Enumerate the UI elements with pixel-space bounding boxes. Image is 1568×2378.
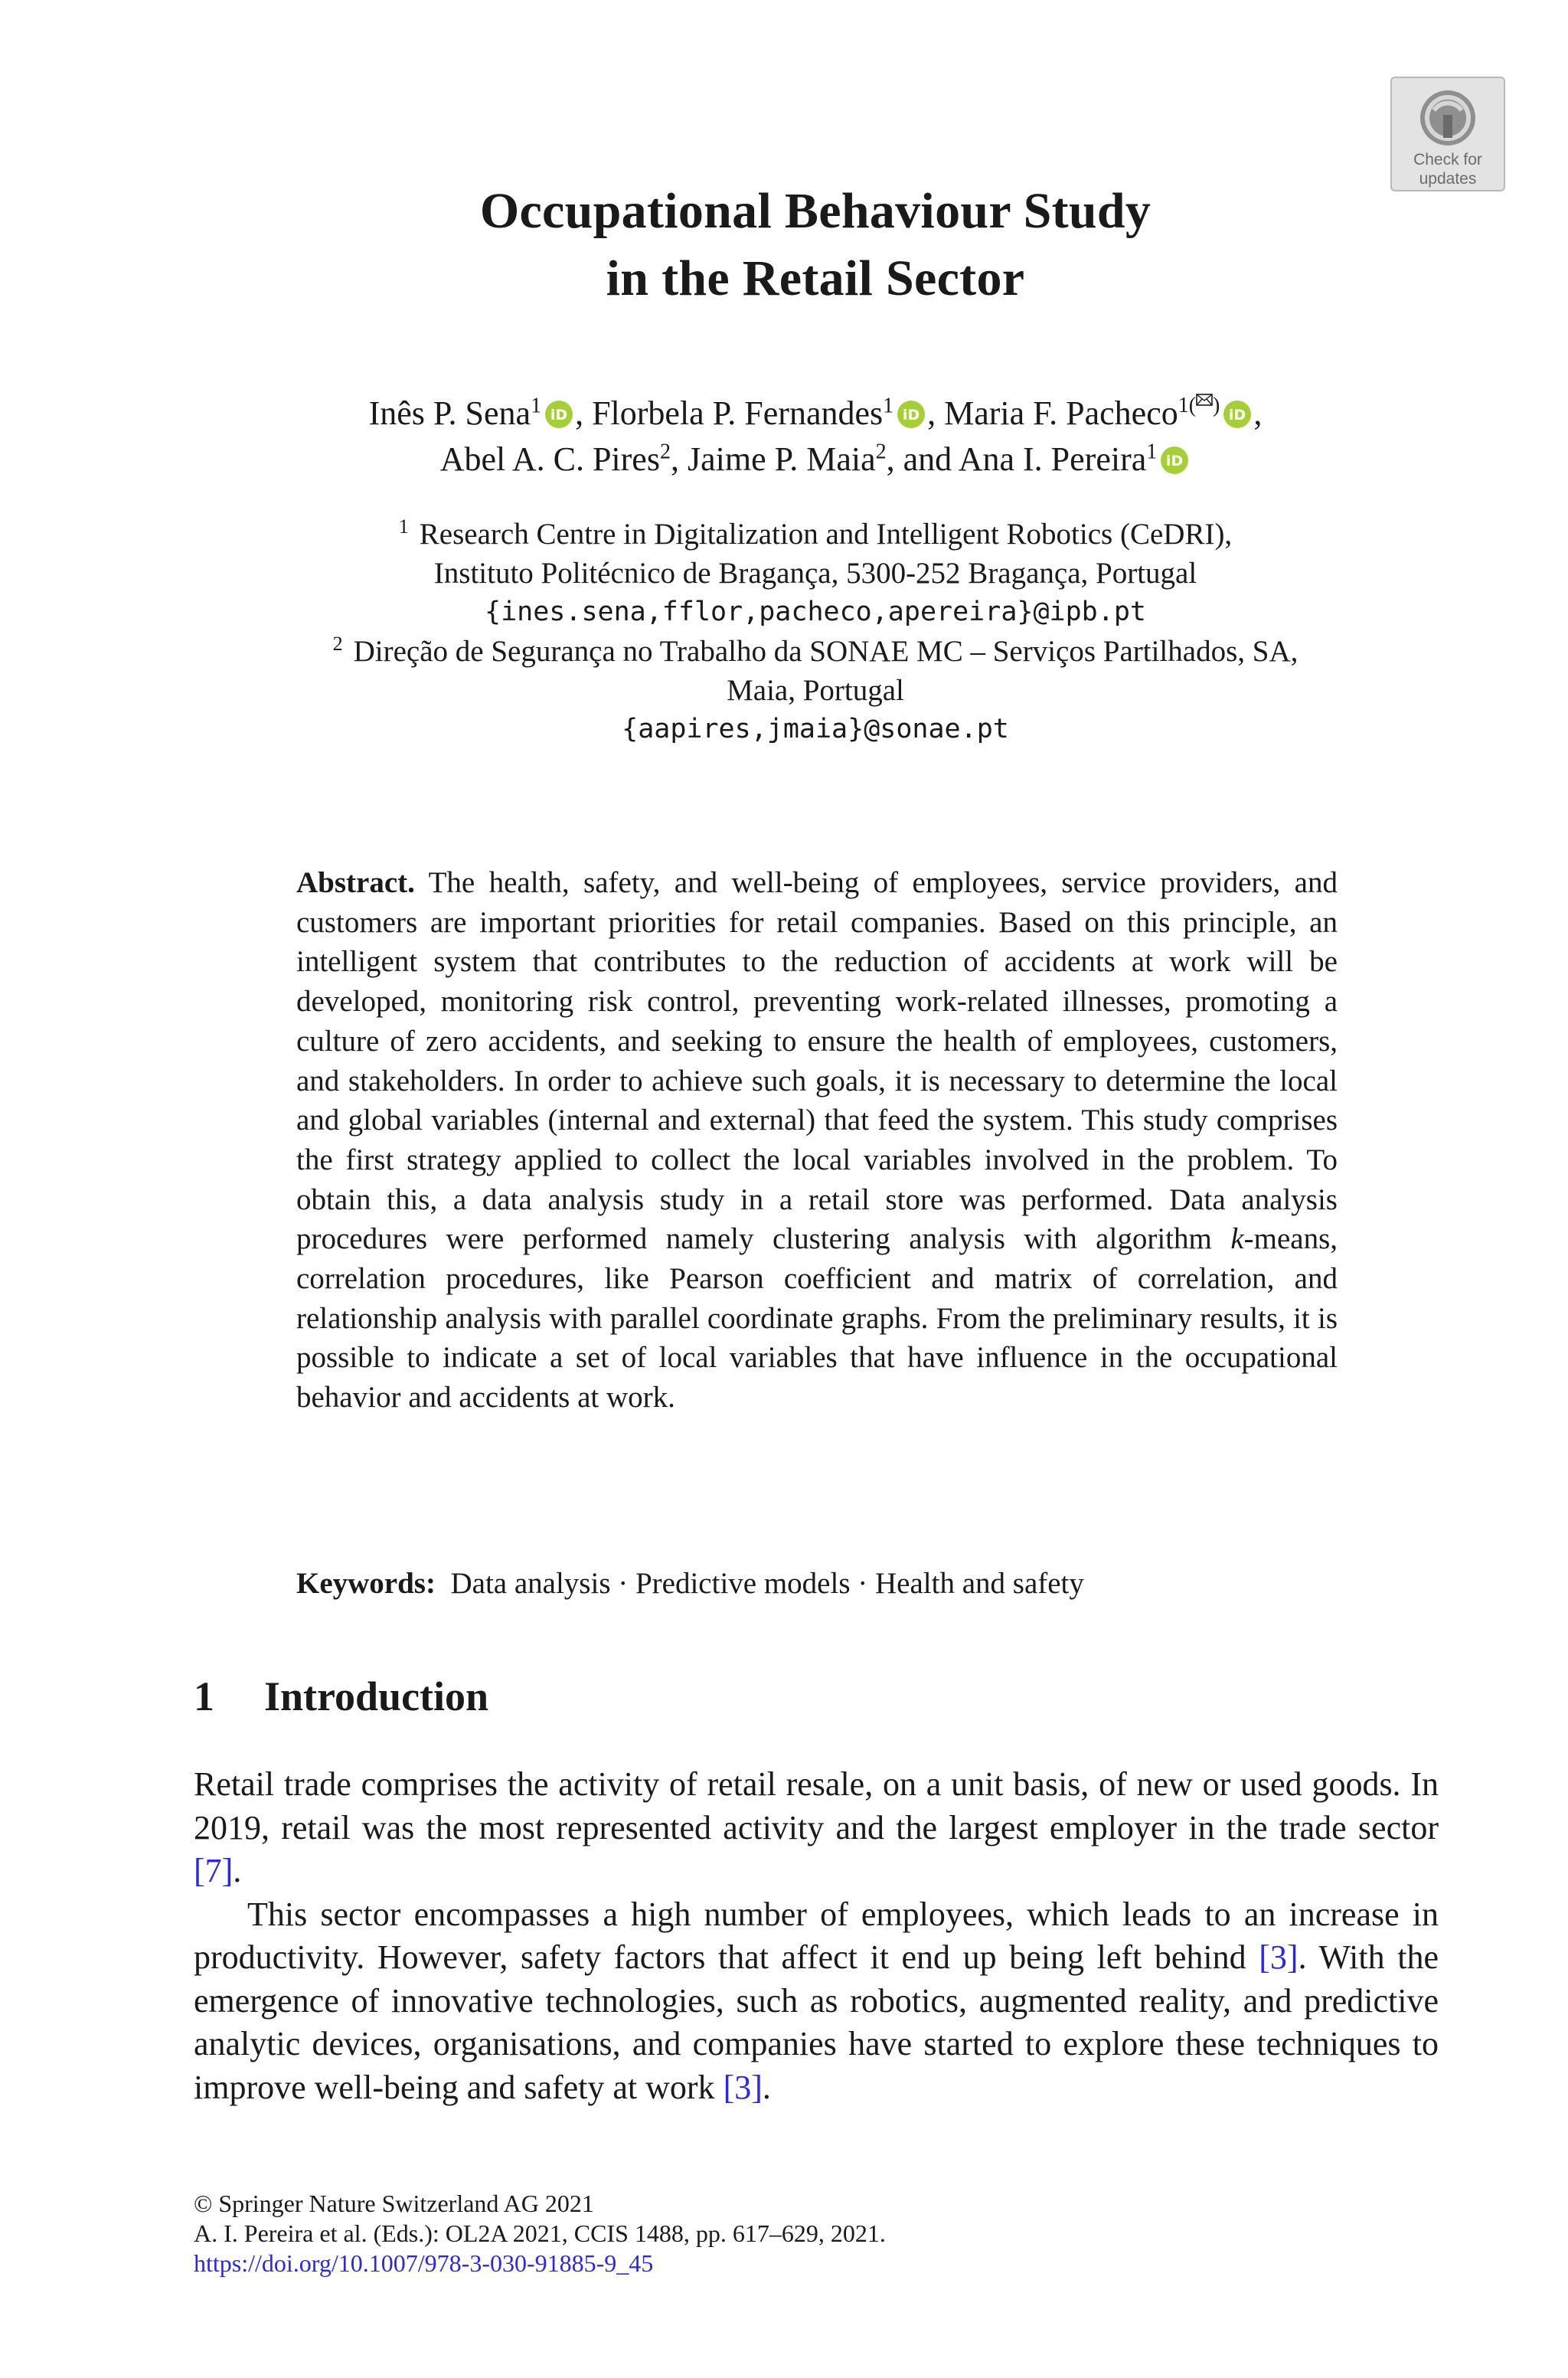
doi-link[interactable]: https://doi.org/10.1007/978-3-030-91885-9_45 [194,2249,654,2277]
affiliation-1-email: {ines.sena,fflor,pacheco,apereira}@ipb.pt [485,597,1146,627]
envelope-icon[interactable] [1196,394,1213,406]
author-list [0,391,1568,482]
abstract-text-cont: -means, correlation procedures, like Pearson coefficient and matrix of correlation, and relationship analysis with parallel coordinate graphs. From the preliminary results, it is possible to indicate a set of local variables that have influence in the occupational behavior and accidents at work. [296,1222,1338,1415]
citation-link[interactable]: [7] [194,1852,234,1889]
section-heading [194,1670,488,1723]
check-for-updates-badge[interactable] [1390,77,1505,191]
author-sep: , [670,440,688,478]
affiliation-1-line2: Instituto Politécnico de Bragança, 5300-252 Bragança, Portugal [433,557,1197,590]
check-updates-icon [1417,87,1478,149]
section-title: Introduction [264,1673,489,1719]
orcid-icon[interactable] [544,400,573,429]
intro-paragraph-2: This sector encompasses a high number of employees, which leads to an increase in productivity. However, safety factors that affect it end up being left behind [3]. With the emergence of innovative technologies, such as robotics, augmented reality, and predictive analytic devices, organisations, and companies have started to explore these techniques to improve well-being and safety at work [3]. [194,1895,1439,2106]
affiliation-1-line1: $^1$ Research Centre in Digitalization and Intelligent Robotics (CeDRI), [398,515,1233,551]
citation-link[interactable]: [3] [1259,1938,1298,1976]
svg-text:iD: iD [1166,453,1184,469]
author-sep: , and [886,440,959,478]
citation-link[interactable]: [3] [723,2068,763,2106]
keywords-text: Data analysis · Predictive models · Health and safety [450,1567,1084,1600]
affiliation-2-line2: Maia, Portugal [727,674,904,707]
author-affiliation: 1 [883,394,894,418]
svg-text:iD: iD [1229,407,1246,424]
footer-copyright: © Springer Nature Switzerland AG 2021 [194,2190,594,2217]
intro-body [194,1763,1439,2109]
author-line2 [0,437,1568,482]
abstract-text: The health, safety, and well-being of employees, service providers, and customers are important priorities for retail companies. Based on this principle, an intelligent system that contributes to the reduction of accidents at work will be developed, monitoring risk control, preventing work-related illnesses, promoting a culture of zero accidents, and seeking to ensure the health of employees, customers, and stakeholders. In order to achieve such goals, it is necessary to determine the local and global variables (internal and external) that feed the system. This study comprises the first strategy applied to collect the local variables involved in the problem. To obtain this, a data analysis study in a retail store was performed. Data analysis procedures were performed namely clustering analysis with algorithm [296,866,1338,1256]
keywords [296,1564,1383,1604]
title-line2: in the Retail Sector [606,250,1025,306]
footer [194,2189,886,2278]
author-name: Jaime P. Maia [687,440,876,478]
author-name: Inês P. Sena [368,394,531,432]
author-affiliation-corresponding: 1( ) [1178,394,1220,418]
keywords-label: Keywords: [296,1567,436,1600]
section-number: 1 [194,1673,214,1719]
author-affiliation: 1 [1146,440,1158,464]
affiliations [0,515,1568,749]
affiliation-2-email: {aapires,jmaia}@sonae.pt [622,714,1009,744]
badge-line2: updates [1419,170,1477,188]
svg-text:iD: iD [902,407,920,424]
paper-title [0,178,1568,312]
affiliation-number: 2 [332,633,343,655]
author-sep: , [927,394,945,432]
orcid-icon[interactable] [1223,400,1252,429]
orcid-icon[interactable] [897,400,926,429]
affiliation-2-line1: $^2$ Direção de Segurança no Trabalho da SONAE MC – Serviços Partilhados, SA, [332,633,1298,668]
author-name: Florbela P. Fernandes [592,394,884,432]
author-sep: , [1253,394,1263,432]
author-name: Abel A. C. Pires [439,440,660,478]
author-name: Ana I. Pereira [958,440,1147,478]
author-sep: , [575,394,593,432]
author-affiliation: 2 [875,440,887,464]
author-affiliation: 1 [531,394,542,418]
affiliation-number: 1 [398,515,409,538]
abstract-label: Abstract. [296,866,415,899]
author-affiliation: 2 [659,440,671,464]
badge-line1: Check for [1413,151,1482,168]
author-line1 [0,391,1568,437]
author-name: Maria F. Pacheco [944,394,1178,432]
intro-paragraph-1: Retail trade comprises the activity of retail resale, on a unit basis, of new or used goods. In 2019, retail was the most represented activity and the largest employer in the trade sector [7]. [194,1765,1439,1889]
svg-text:iD: iD [550,407,568,424]
abstract [296,863,1338,1418]
footer-citation: A. I. Pereira et al. (Eds.): OL2A 2021, CCIS 1488, pp. 617–629, 2021. [194,2219,886,2247]
abstract-k: k [1230,1222,1244,1256]
title-line1: Occupational Behaviour Study [479,183,1152,239]
orcid-icon[interactable] [1160,446,1189,475]
